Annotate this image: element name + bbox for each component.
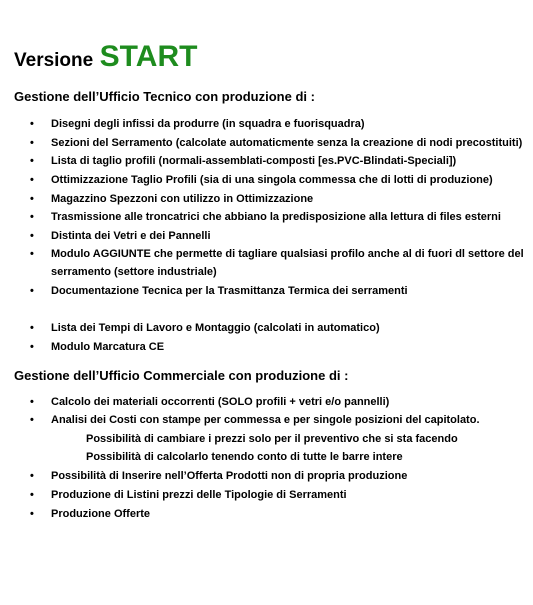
list-item-continuation: serramento (settore industriale)	[51, 266, 217, 278]
list-item-text: Sezioni del Serramento (calcolate automaticmente senza la creazione di nodi precostituiti)	[51, 137, 523, 149]
list-item-text: Documentazione Tecnica per la Trasmittanza Termica dei serramenti	[51, 285, 408, 297]
bullet: •	[30, 470, 34, 482]
bullet: •	[30, 211, 34, 223]
list-item-text: Trasmissione alle troncatrici che abbiano la predisposizione alla lettura di files esterni	[51, 211, 501, 223]
page-title	[14, 40, 197, 74]
bullet: •	[30, 396, 34, 408]
bullet: •	[30, 155, 34, 167]
list-item-text: Analisi dei Costi con stampe per commessa e per singole posizioni del capitolato.	[51, 414, 480, 426]
bullet: •	[30, 174, 34, 186]
title-accent: START	[99, 40, 198, 73]
sub-item-text: Possibilità di cambiare i prezzi solo per il preventivo che si sta facendo	[86, 433, 458, 445]
list-item-text: Lista di taglio profili (normali-assemblati-composti [es.PVC-Blindati-Speciali])	[51, 155, 457, 167]
list-item-text: Produzione di Listini prezzi delle Tipologie di Serramenti	[51, 489, 347, 501]
list-item-text: Produzione Offerte	[51, 508, 151, 520]
bullet: •	[30, 341, 34, 353]
list-item-text: Modulo Marcatura CE	[51, 341, 165, 353]
bullet: •	[30, 230, 34, 242]
bullet: •	[30, 248, 34, 260]
list-item-text: Calcolo dei materiali occorrenti (SOLO profili + vetri e/o pannelli)	[51, 396, 390, 408]
bullet: •	[30, 285, 34, 297]
bullet: •	[30, 508, 34, 520]
list-item-text: Possibilità di Inserire nell’Offerta Prodotti non di propria produzione	[51, 470, 408, 482]
list-item-text: Ottimizzazione Taglio Profili (sia di una singola commessa che di lotti di produzione)	[51, 174, 493, 186]
bullet: •	[30, 193, 34, 205]
list-item-text: Distinta dei Vetri e dei Pannelli	[51, 230, 211, 242]
list-item-text: Magazzino Spezzoni con utilizzo in Ottimizzazione	[51, 193, 314, 205]
section-heading-technical: Gestione dell’Ufficio Tecnico con produzione di :	[14, 89, 315, 104]
bullet: •	[30, 137, 34, 149]
bullet: •	[30, 322, 34, 334]
title-word: Versione	[14, 50, 94, 71]
sub-item-text: Possibilità di calcolarlo tenendo conto di tutte le barre intere	[86, 451, 403, 463]
bullet: •	[30, 118, 34, 130]
section-heading-commercial: Gestione dell’Ufficio Commerciale con produzione di :	[14, 368, 349, 383]
list-item-text: Lista dei Tempi di Lavoro e Montaggio (calcolati in automatico)	[51, 322, 380, 334]
bullet: •	[30, 414, 34, 426]
list-item-text: Disegni degli infissi da produrre (in squadra e fuorisquadra)	[51, 118, 365, 130]
bullet: •	[30, 489, 34, 501]
list-item-text: Modulo AGGIUNTE che permette di tagliare qualsiasi profilo anche al di fuori dl settore del	[51, 248, 524, 260]
